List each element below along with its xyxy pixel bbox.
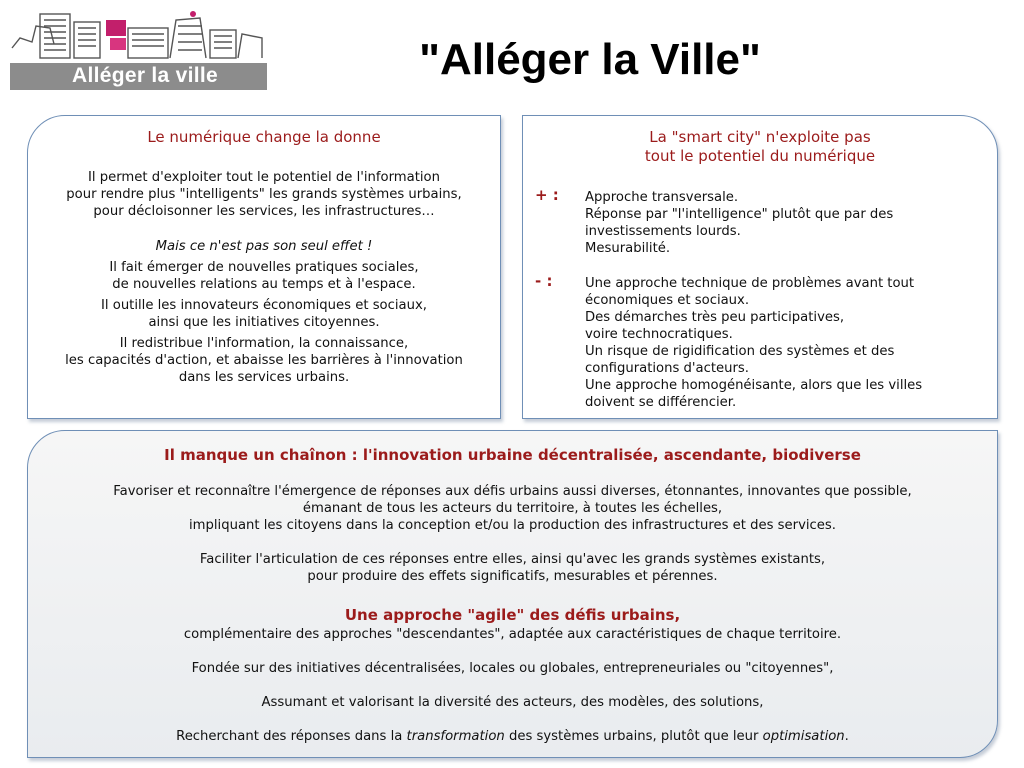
panel-paragraph: [28, 483, 997, 534]
panel-intro: [28, 169, 500, 220]
text-line: les capacités d'action, et abaisse les barrières à l'innovation: [65, 353, 463, 368]
text-line: Réponse par "l'intelligence" plutôt que par des: [585, 207, 894, 222]
page-title: "Alléger la Ville": [419, 35, 761, 84]
text-line: Mesurabilité.: [585, 241, 671, 256]
text-segment: des systèmes urbains, plutôt que leur: [504, 729, 763, 744]
text-line: Favoriser et reconnaître l'émergence de réponses aux défis urbains aussi diverses, étonnantes, innovantes que possible,: [113, 484, 912, 499]
closing-line: [28, 728, 997, 745]
panel-heading: Il manque un chaînon : l'innovation urbaine décentralisée, ascendante, biodiverse: [164, 446, 861, 464]
text-line: impliquant les citoyens dans la conception et/ou la production des infrastructures et des services.: [189, 518, 836, 533]
text-line: Il redistribue l'information, la connaissance,: [119, 336, 409, 351]
panel-heading: Le numérique change la donne: [147, 128, 381, 146]
heading-line: La "smart city" n'exploite pas: [649, 128, 871, 146]
text-line: Faciliter l'articulation de ces réponses entre elles, ainsi qu'avec les grands systèmes existants,: [199, 552, 826, 567]
text-line: Un risque de rigidification des systèmes et des: [585, 344, 895, 359]
text-line: complémentaire des approches "descendantes", adaptée aux caractéristiques de chaque territoire.: [183, 627, 842, 642]
text-line: Il permet d'exploiter tout le potentiel de l'information: [88, 170, 440, 185]
panel-paragraph: [28, 335, 500, 386]
text-segment: Recherchant des réponses dans la: [176, 729, 407, 744]
text-line: Il fait émerger de nouvelles pratiques sociales,: [109, 260, 419, 275]
logo-text: Alléger la ville: [72, 64, 219, 87]
text-line: Assumant et valorisant la diversité des acteurs, des modèles, des solutions,: [261, 695, 764, 710]
subheading: Une approche "agile" des défis urbains,: [344, 606, 681, 624]
minus-sign: - :: [535, 272, 553, 290]
panel-paragraph: [28, 551, 997, 585]
plus-list: [585, 189, 893, 257]
text-line: pour rendre plus "intelligents" les grands systèmes urbains,: [66, 187, 462, 202]
text-line: voire technocratiques.: [585, 327, 733, 342]
panel-paragraph: [28, 259, 500, 293]
text-line: de nouvelles relations au temps et à l'espace.: [112, 277, 416, 292]
text-line: investissements lourds.: [585, 224, 741, 239]
panel-digital-changes: [27, 115, 501, 419]
text-line: Il outille les innovateurs économiques et sociaux,: [101, 298, 427, 313]
text-line: ainsi que les initiatives citoyennes.: [148, 315, 380, 330]
text-line: configurations d'acteurs.: [585, 361, 749, 376]
text-line: Fondée sur des initiatives décentralisées, locales ou globales, entrepreneuriales ou "citoyennes",: [191, 661, 834, 676]
text-line: Une approche technique de problèmes avant tout: [585, 276, 915, 291]
panel-smart-city: [522, 115, 998, 419]
text-line: Une approche homogénéisante, alors que les villes: [585, 378, 923, 393]
text-line: Des démarches très peu participatives,: [585, 310, 845, 325]
text-line: émanant de tous les acteurs du territoire, à toutes les échelles,: [302, 501, 723, 516]
plus-sign: + :: [535, 186, 559, 204]
panel-missing-link: [27, 430, 998, 758]
text-line: pour produire des effets significatifs, mesurables et pérennes.: [307, 569, 718, 584]
text-line: doivent se différencier.: [585, 395, 737, 410]
text-line: dans les services urbains.: [178, 370, 350, 385]
city-sketch-icon: [10, 8, 267, 68]
text-line: économiques et sociaux.: [585, 293, 750, 308]
heading-line: tout le potentiel du numérique: [644, 147, 876, 165]
logo: [10, 8, 267, 90]
text-line: pour décloisonner les services, les infrastructures…: [93, 204, 435, 219]
italic-line: Mais ce n'est pas son seul effet !: [155, 239, 373, 254]
text-segment: .: [844, 729, 849, 744]
panel-paragraph: [28, 297, 500, 331]
italic-word-optimisation: optimisation: [762, 729, 845, 744]
italic-word-transformation: transformation: [406, 729, 505, 744]
text-line: Approche transversale.: [585, 190, 739, 205]
panel-heading: [523, 128, 997, 166]
minus-list: [585, 275, 922, 411]
